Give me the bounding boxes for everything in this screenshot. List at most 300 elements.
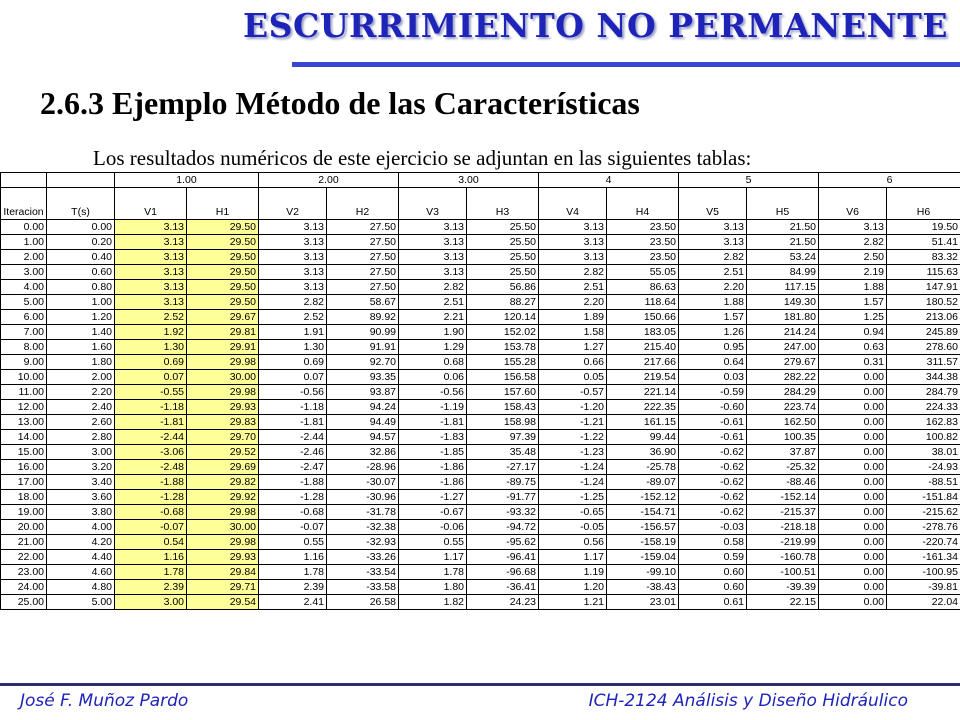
cell-h2: -30.96 [327, 490, 399, 505]
cell-v5: -0.62 [679, 505, 747, 520]
cell-h4: 219.54 [607, 370, 679, 385]
cell-v1: -0.55 [115, 385, 187, 400]
cell-time: 5.00 [47, 595, 115, 610]
cell-h2: 89.92 [327, 310, 399, 325]
cell-v3: -1.85 [399, 445, 467, 460]
cell-v6: 2.19 [819, 265, 887, 280]
cell-v6: 0.00 [819, 400, 887, 415]
cell-h2: 32.86 [327, 445, 399, 460]
cell-h4: 183.05 [607, 325, 679, 340]
cell-v5: -0.61 [679, 430, 747, 445]
column-header-h6: H6 [887, 188, 960, 220]
cell-h3: 24.23 [467, 595, 539, 610]
cell-v1: 3.00 [115, 595, 187, 610]
cell-h2: -33.58 [327, 580, 399, 595]
cell-iteracion: 17.00 [1, 475, 47, 490]
cell-iteracion: 4.00 [1, 280, 47, 295]
cell-v4: 3.13 [539, 235, 607, 250]
cell-v5: -0.62 [679, 475, 747, 490]
cell-iteracion: 7.00 [1, 325, 47, 340]
cell-v5: 0.64 [679, 355, 747, 370]
cell-iteracion: 9.00 [1, 355, 47, 370]
table-row [1, 235, 960, 250]
cell-time: 4.00 [47, 520, 115, 535]
cell-v5: -0.62 [679, 445, 747, 460]
cell-h4: -159.04 [607, 550, 679, 565]
cell-v5: 2.20 [679, 280, 747, 295]
cell-h1: 29.50 [187, 295, 259, 310]
cell-h3: 97.39 [467, 430, 539, 445]
cell-v5: 3.13 [679, 220, 747, 235]
cell-h6: 147.91 [887, 280, 960, 295]
cell-h4: 36.90 [607, 445, 679, 460]
cell-v3: 2.82 [399, 280, 467, 295]
group-header-2: 2.00 [259, 173, 399, 188]
cell-v2: 1.16 [259, 550, 327, 565]
cell-v2: 2.52 [259, 310, 327, 325]
cell-v3: 1.90 [399, 325, 467, 340]
cell-time: 2.80 [47, 430, 115, 445]
cell-h5: 181.80 [747, 310, 819, 325]
cell-v4: -1.20 [539, 400, 607, 415]
cell-h3: 25.50 [467, 220, 539, 235]
cell-v1: -0.68 [115, 505, 187, 520]
cell-iteracion: 5.00 [1, 295, 47, 310]
cell-v2: -2.44 [259, 430, 327, 445]
cell-time: 0.80 [47, 280, 115, 295]
cell-h5: 247.00 [747, 340, 819, 355]
cell-h2: 27.50 [327, 220, 399, 235]
cell-h2: -28.96 [327, 460, 399, 475]
cell-h3: 120.14 [467, 310, 539, 325]
cell-h4: -25.78 [607, 460, 679, 475]
cell-v4: 1.19 [539, 565, 607, 580]
cell-v1: 1.92 [115, 325, 187, 340]
cell-h6: 19.50 [887, 220, 960, 235]
cell-time: 3.00 [47, 445, 115, 460]
cell-h6: 162.83 [887, 415, 960, 430]
cell-v5: 2.51 [679, 265, 747, 280]
cell-v1: -3.06 [115, 445, 187, 460]
cell-h2: 90.99 [327, 325, 399, 340]
cell-iteracion: 19.00 [1, 505, 47, 520]
cell-h4: -38.43 [607, 580, 679, 595]
cell-h3: -91.77 [467, 490, 539, 505]
cell-v6: 0.00 [819, 580, 887, 595]
cell-v1: -0.07 [115, 520, 187, 535]
cell-h6: -100.95 [887, 565, 960, 580]
cell-h4: -158.19 [607, 535, 679, 550]
cell-v6: 0.00 [819, 595, 887, 610]
cell-time: 3.20 [47, 460, 115, 475]
cell-v4: 1.17 [539, 550, 607, 565]
cell-v6: 0.00 [819, 535, 887, 550]
cell-h1: 29.93 [187, 400, 259, 415]
cell-v3: 3.13 [399, 235, 467, 250]
cell-h4: -89.07 [607, 475, 679, 490]
cell-v2: 2.41 [259, 595, 327, 610]
cell-v4: 1.89 [539, 310, 607, 325]
cell-h6: 38.01 [887, 445, 960, 460]
cell-v5: 2.82 [679, 250, 747, 265]
cell-v5: -0.60 [679, 400, 747, 415]
group-header-1: 1.00 [115, 173, 259, 188]
cell-h4: 23.50 [607, 235, 679, 250]
cell-h5: 214.24 [747, 325, 819, 340]
cell-h5: -100.51 [747, 565, 819, 580]
cell-h6: -39.81 [887, 580, 960, 595]
cell-v4: 2.51 [539, 280, 607, 295]
cell-iteracion: 23.00 [1, 565, 47, 580]
cell-h6: 245.89 [887, 325, 960, 340]
results-table [0, 172, 960, 610]
cell-v5: 0.59 [679, 550, 747, 565]
cell-h3: 56.86 [467, 280, 539, 295]
cell-v4: 1.27 [539, 340, 607, 355]
cell-v5: -0.61 [679, 415, 747, 430]
cell-v3: 1.78 [399, 565, 467, 580]
cell-time: 0.00 [47, 220, 115, 235]
cell-h1: 29.92 [187, 490, 259, 505]
cell-v3: 2.21 [399, 310, 467, 325]
cell-h1: 29.50 [187, 235, 259, 250]
cell-h1: 29.98 [187, 535, 259, 550]
cell-h1: 29.71 [187, 580, 259, 595]
cell-v4: 1.58 [539, 325, 607, 340]
cell-h4: 23.01 [607, 595, 679, 610]
cell-v2: 1.30 [259, 340, 327, 355]
cell-h2: -32.93 [327, 535, 399, 550]
cell-v3: 3.13 [399, 265, 467, 280]
cell-v5: 0.95 [679, 340, 747, 355]
cell-v2: 3.13 [259, 265, 327, 280]
cell-v1: -2.48 [115, 460, 187, 475]
cell-v1: -1.18 [115, 400, 187, 415]
cell-v2: -2.46 [259, 445, 327, 460]
cell-v4: 2.20 [539, 295, 607, 310]
cell-v6: 0.00 [819, 520, 887, 535]
cell-iteracion: 24.00 [1, 580, 47, 595]
table-row [1, 400, 960, 415]
cell-h3: -95.62 [467, 535, 539, 550]
cell-h5: -215.37 [747, 505, 819, 520]
cell-iteracion: 25.00 [1, 595, 47, 610]
cell-h6: 284.79 [887, 385, 960, 400]
cell-h6: -24.93 [887, 460, 960, 475]
cell-v5: 1.26 [679, 325, 747, 340]
table-row [1, 310, 960, 325]
cell-h1: 29.81 [187, 325, 259, 340]
cell-v1: 0.07 [115, 370, 187, 385]
cell-v5: -0.62 [679, 490, 747, 505]
cell-h1: 29.98 [187, 355, 259, 370]
cell-h5: 284.29 [747, 385, 819, 400]
cell-iteracion: 22.00 [1, 550, 47, 565]
footer-divider [0, 683, 960, 686]
cell-h3: 153.78 [467, 340, 539, 355]
cell-v2: -1.88 [259, 475, 327, 490]
cell-v4: 0.05 [539, 370, 607, 385]
cell-h5: 117.15 [747, 280, 819, 295]
cell-v1: 3.13 [115, 265, 187, 280]
cell-v3: -1.19 [399, 400, 467, 415]
cell-v6: 0.00 [819, 415, 887, 430]
cell-h1: 29.67 [187, 310, 259, 325]
cell-v2: -0.56 [259, 385, 327, 400]
cell-v3: 1.82 [399, 595, 467, 610]
section-title: 2.6.3 Ejemplo Método de las Características [40, 85, 640, 121]
cell-v4: -1.21 [539, 415, 607, 430]
cell-v6: 0.94 [819, 325, 887, 340]
cell-h2: 27.50 [327, 235, 399, 250]
column-header-h5: H5 [747, 188, 819, 220]
cell-h3: -89.75 [467, 475, 539, 490]
cell-v6: 0.00 [819, 385, 887, 400]
cell-v6: 1.88 [819, 280, 887, 295]
table-row [1, 265, 960, 280]
column-header-h3: H3 [467, 188, 539, 220]
cell-h1: 29.50 [187, 280, 259, 295]
column-header-h1: H1 [187, 188, 259, 220]
cell-h4: 23.50 [607, 220, 679, 235]
cell-h4: -156.57 [607, 520, 679, 535]
cell-iteracion: 21.00 [1, 535, 47, 550]
blank-corner-cell [1, 173, 47, 188]
cell-h3: -27.17 [467, 460, 539, 475]
cell-h1: 29.50 [187, 265, 259, 280]
cell-v6: 0.00 [819, 475, 887, 490]
cell-v2: -0.07 [259, 520, 327, 535]
column-header-row [1, 188, 960, 220]
cell-v3: -0.56 [399, 385, 467, 400]
table-row [1, 415, 960, 430]
cell-h2: 93.87 [327, 385, 399, 400]
cell-v4: 1.21 [539, 595, 607, 610]
cell-v1: -1.28 [115, 490, 187, 505]
cell-h4: 118.64 [607, 295, 679, 310]
cell-h5: -218.18 [747, 520, 819, 535]
cell-v2: 1.78 [259, 565, 327, 580]
column-header-time: T(s) [47, 188, 115, 220]
cell-time: 4.40 [47, 550, 115, 565]
cell-time: 0.40 [47, 250, 115, 265]
cell-iteracion: 2.00 [1, 250, 47, 265]
table-row [1, 490, 960, 505]
cell-h4: 150.66 [607, 310, 679, 325]
cell-v2: 3.13 [259, 250, 327, 265]
cell-time: 2.00 [47, 370, 115, 385]
cell-v4: -0.57 [539, 385, 607, 400]
cell-v4: 2.82 [539, 265, 607, 280]
cell-h3: -96.41 [467, 550, 539, 565]
cell-time: 2.20 [47, 385, 115, 400]
cell-time: 4.80 [47, 580, 115, 595]
cell-iteracion: 16.00 [1, 460, 47, 475]
table-row [1, 460, 960, 475]
cell-v3: -1.27 [399, 490, 467, 505]
cell-h2: 27.50 [327, 265, 399, 280]
cell-h5: -25.32 [747, 460, 819, 475]
cell-v1: 3.13 [115, 235, 187, 250]
cell-time: 3.80 [47, 505, 115, 520]
cell-v5: 3.13 [679, 235, 747, 250]
slide-header-title: ESCURRIMIENTO NO PERMANENTE [242, 6, 948, 45]
cell-h5: 282.22 [747, 370, 819, 385]
cell-time: 3.40 [47, 475, 115, 490]
cell-time: 1.20 [47, 310, 115, 325]
cell-v6: 2.82 [819, 235, 887, 250]
group-header-4: 4 [539, 173, 679, 188]
table-row [1, 595, 960, 610]
table-row [1, 430, 960, 445]
cell-h5: 84.99 [747, 265, 819, 280]
table-row [1, 580, 960, 595]
cell-h1: 29.54 [187, 595, 259, 610]
cell-time: 1.80 [47, 355, 115, 370]
cell-v5: -0.03 [679, 520, 747, 535]
cell-h6: 213.06 [887, 310, 960, 325]
cell-h3: 158.98 [467, 415, 539, 430]
cell-h5: -160.78 [747, 550, 819, 565]
cell-h5: 100.35 [747, 430, 819, 445]
cell-h3: 25.50 [467, 265, 539, 280]
cell-h3: -93.32 [467, 505, 539, 520]
cell-h6: 100.82 [887, 430, 960, 445]
cell-v6: 0.00 [819, 460, 887, 475]
cell-h1: 30.00 [187, 520, 259, 535]
cell-h6: 51.41 [887, 235, 960, 250]
column-header-v6: V6 [819, 188, 887, 220]
cell-v5: 0.58 [679, 535, 747, 550]
cell-h4: 217.66 [607, 355, 679, 370]
group-header-row [1, 173, 960, 188]
cell-h2: 93.35 [327, 370, 399, 385]
cell-v5: -0.59 [679, 385, 747, 400]
cell-h5: 162.50 [747, 415, 819, 430]
cell-h2: 94.57 [327, 430, 399, 445]
cell-v2: 2.82 [259, 295, 327, 310]
cell-h1: 29.70 [187, 430, 259, 445]
cell-iteracion: 18.00 [1, 490, 47, 505]
table-row [1, 250, 960, 265]
cell-h6: 224.33 [887, 400, 960, 415]
cell-h6: -151.84 [887, 490, 960, 505]
cell-v6: 3.13 [819, 220, 887, 235]
cell-time: 3.60 [47, 490, 115, 505]
cell-v2: 0.55 [259, 535, 327, 550]
cell-iteracion: 13.00 [1, 415, 47, 430]
header-divider [292, 62, 960, 67]
cell-h6: 83.32 [887, 250, 960, 265]
cell-iteracion: 11.00 [1, 385, 47, 400]
cell-v4: 3.13 [539, 250, 607, 265]
cell-v4: 0.66 [539, 355, 607, 370]
table-row [1, 295, 960, 310]
cell-h1: 29.84 [187, 565, 259, 580]
cell-v3: -0.06 [399, 520, 467, 535]
table-row [1, 505, 960, 520]
cell-iteracion: 12.00 [1, 400, 47, 415]
cell-h6: -220.74 [887, 535, 960, 550]
cell-h5: -88.46 [747, 475, 819, 490]
cell-h5: 53.24 [747, 250, 819, 265]
cell-h2: 26.58 [327, 595, 399, 610]
group-header-5: 5 [679, 173, 819, 188]
cell-h5: -219.99 [747, 535, 819, 550]
cell-iteracion: 10.00 [1, 370, 47, 385]
cell-time: 1.00 [47, 295, 115, 310]
cell-h3: 25.50 [467, 235, 539, 250]
cell-v5: 0.61 [679, 595, 747, 610]
cell-time: 1.40 [47, 325, 115, 340]
cell-time: 2.40 [47, 400, 115, 415]
cell-h3: 155.28 [467, 355, 539, 370]
cell-h1: 29.83 [187, 415, 259, 430]
footer-author: José F. Muñoz Pardo [20, 691, 189, 711]
cell-h6: 180.52 [887, 295, 960, 310]
cell-h6: 311.57 [887, 355, 960, 370]
cell-v3: 3.13 [399, 250, 467, 265]
cell-v4: -0.65 [539, 505, 607, 520]
cell-h5: -39.39 [747, 580, 819, 595]
table-row [1, 385, 960, 400]
cell-v4: -1.23 [539, 445, 607, 460]
cell-v1: 1.78 [115, 565, 187, 580]
cell-v4: 1.20 [539, 580, 607, 595]
cell-h1: 29.82 [187, 475, 259, 490]
cell-h4: 222.35 [607, 400, 679, 415]
cell-iteracion: 0.00 [1, 220, 47, 235]
cell-v3: -1.83 [399, 430, 467, 445]
cell-v2: 0.69 [259, 355, 327, 370]
cell-h4: -152.12 [607, 490, 679, 505]
cell-h6: -278.76 [887, 520, 960, 535]
cell-v6: 0.00 [819, 490, 887, 505]
cell-v4: -1.24 [539, 460, 607, 475]
cell-v4: 0.56 [539, 535, 607, 550]
cell-v1: 3.13 [115, 220, 187, 235]
cell-v2: 3.13 [259, 235, 327, 250]
cell-v6: 1.25 [819, 310, 887, 325]
table-row [1, 520, 960, 535]
table-row [1, 370, 960, 385]
table-row [1, 550, 960, 565]
cell-v5: 1.88 [679, 295, 747, 310]
cell-iteracion: 20.00 [1, 520, 47, 535]
cell-v3: -1.86 [399, 475, 467, 490]
cell-iteracion: 3.00 [1, 265, 47, 280]
cell-h3: 35.48 [467, 445, 539, 460]
group-header-6: 6 [819, 173, 960, 188]
cell-v4: -0.05 [539, 520, 607, 535]
cell-v2: -1.81 [259, 415, 327, 430]
cell-h3: -94.72 [467, 520, 539, 535]
cell-v3: 0.06 [399, 370, 467, 385]
cell-h2: 91.91 [327, 340, 399, 355]
cell-v2: -0.68 [259, 505, 327, 520]
column-header-v4: V4 [539, 188, 607, 220]
table-row [1, 445, 960, 460]
cell-h2: -33.54 [327, 565, 399, 580]
cell-h2: 58.67 [327, 295, 399, 310]
cell-h4: 86.63 [607, 280, 679, 295]
cell-h5: 223.74 [747, 400, 819, 415]
cell-h6: -215.62 [887, 505, 960, 520]
cell-v1: 1.16 [115, 550, 187, 565]
table-row [1, 535, 960, 550]
cell-v6: 0.00 [819, 565, 887, 580]
table-row [1, 355, 960, 370]
